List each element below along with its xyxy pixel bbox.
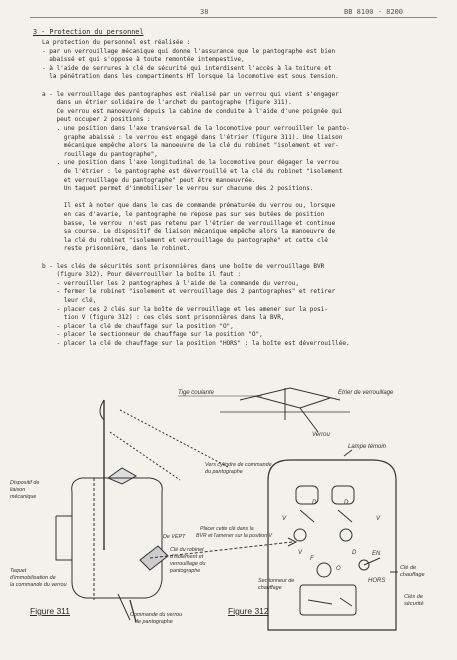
label-commande-2: de pantographe: [135, 619, 173, 625]
label-tige-coulante: Tige coulante: [178, 390, 214, 396]
label-dispositif-2: liaison: [10, 487, 26, 493]
section-title: 3 - Protection du personnel: [33, 28, 144, 36]
body-line: La protection du personnel est réalisée :: [42, 39, 191, 46]
label-sectionneur-2: chauffage: [258, 585, 282, 591]
body-line: - à l'aide de serrures à clé de sécurité qui interdisent l'accès à la toiture et: [42, 64, 332, 72]
body-line: abaissé et qui s'oppose à toute remontée intempestive,: [42, 56, 245, 64]
label-verrou: Verrou: [312, 432, 330, 438]
label-robinet-2: d'isolement et: [170, 554, 204, 560]
body-line: leur clé,: [42, 297, 97, 304]
label-etrier: Etrier de verrouillage: [338, 390, 394, 396]
body-line: la clé du robinet "isolement et verrouillage du pantographe" et cette clé: [42, 236, 328, 244]
body-line: - placer la clé de chauffage sur la position "O",: [42, 322, 234, 330]
label-sectionneur-1: Sectionneur de: [258, 578, 295, 584]
label-dispositif-3: mécanique: [10, 494, 37, 500]
body-line: - placer le sectionneur de chauffage sur la position "O",: [42, 331, 263, 339]
header-rule: [30, 17, 437, 18]
label-f: F: [310, 556, 314, 562]
body-line: basse, le verrou n'est pas retenu par l'étrier de verrouillage et continue: [42, 219, 336, 227]
body-line: la pénétration dans les compartiments HT lorsque la locomotive est sous tension.: [42, 73, 339, 81]
body-line: Ce verrou est manoeuvré depuis la cabine de conduite à l'aide d'une poignée qui: [42, 107, 343, 115]
label-dispositif-1: Dispositif de: [10, 480, 40, 486]
body-line: b - les clés de sécurités sont prisonnières dans une boîte de verrouillage BVR: [42, 262, 325, 270]
label-d-right-b: D: [352, 550, 357, 556]
body-line: Un taquet permet d'immobiliser le verrou sur chacune des 2 positions.: [42, 185, 314, 193]
body-line: mécanique empêche alors la manoeuvre de la clé du robinet "isolement et ver-: [42, 142, 339, 150]
label-robinet-4: pantographe: [170, 568, 201, 574]
label-robinet-1: Clé du robinet: [170, 547, 204, 553]
doc-code: BB 8100 - 8200: [344, 8, 404, 16]
label-d-left: D: [312, 500, 317, 506]
label-taquet-2: d'immobilisation de: [10, 575, 56, 581]
label-en: EN: [372, 551, 381, 557]
body-line: reste prisonnière, dans le robinet.: [42, 245, 191, 253]
page-number: 38: [200, 8, 209, 16]
label-v-left-b: V: [298, 550, 303, 556]
label-cles-securite-2: sécurité: [404, 601, 424, 607]
body-line: de l'étrier : le pantographe est déverrouillé et la clé du robinet "isolement: [42, 168, 343, 175]
body-line: tion V (figure 312) : ces clés sont prisonnières dans la BVR,: [42, 314, 285, 322]
label-cles-securite-1: Clés de: [404, 594, 423, 600]
body-line: (figure 312). Pour déverrouiller la boîte il faut :: [42, 271, 242, 279]
label-cylindre-2: du pantographe: [205, 469, 243, 475]
label-o: O: [336, 566, 341, 572]
body-line: dans un étrier solidaire de l'archet du pantographe (figure 311).: [42, 99, 292, 107]
label-taquet-1: Taquet: [10, 568, 27, 574]
body-line: sa course. Le dispositif de liaison mécanique empêche alors la manoeuvre de: [42, 228, 336, 236]
body-line: - par un verrouillage mécanique qui donne l'assurance que le pantographe est bien: [42, 47, 336, 55]
body-line: - placer ces 2 clés sur la boîte de verrouillage et les amener sur la posi-: [42, 305, 328, 313]
body-line: . une position dans l'axe longitudinal de la locomotive pour dégager le verrou: [42, 159, 339, 167]
label-hors: HORS: [368, 578, 386, 584]
body-line: rouillage du pantographe",: [42, 150, 158, 158]
label-v-left-a: V: [282, 516, 287, 522]
figure-312-caption: Figure 312: [228, 606, 269, 616]
body-line: peut occuper 2 positions :: [42, 116, 151, 124]
label-cle-chauffage-1: Clé de: [400, 565, 417, 571]
label-taquet-3: la commande du verrou: [10, 582, 67, 588]
label-cylindre-1: Vers cylindre de commande: [205, 462, 272, 468]
label-v-right: V: [376, 516, 381, 522]
body-line: a - le verrouillage des pantographes est réalisé par un verrou qui vient s'engager: [42, 90, 339, 98]
body-line: - fermer le robinet "isolement et verrouillage des 2 pantographes" et retirer: [42, 288, 336, 296]
body-line: Il est à noter que dans le cas de commande prématurée du verrou ou, lorsque: [42, 202, 336, 210]
body-line: en cas d'avarie, le pantographe ne repose pas sur ses butées de position: [42, 211, 325, 218]
body-line: - verrouiller les 2 pantographes à l'aide de la commande du verrou,: [42, 279, 299, 287]
label-cle-chauffage-2: chauffage: [400, 572, 425, 578]
label-d-right-a: D: [344, 500, 349, 506]
label-robinet-3: verrouillage du: [170, 561, 206, 567]
label-commande-1: Commande du verrou: [130, 612, 183, 618]
body-line: et verrouillage du pantographe" peut être manoeuvrée.: [42, 176, 256, 184]
label-placer-1: Placer cette clé dans la: [200, 526, 254, 532]
body-line: - placer la clé de chauffage sur la position "HORS" : la boîte est déverrouillée.: [42, 340, 350, 347]
body-line: . une position dans l'axe transversal de la locomotive pour verrouiller le panto-: [42, 125, 350, 132]
figure-311-caption: Figure 311: [30, 606, 71, 616]
label-placer-2: BVR et l'amener sur la position V: [196, 533, 272, 539]
body-line: graphe abaissé : le verrou est engagé dans l'étrier (figure 311). Une liaison: [42, 133, 343, 141]
label-de-vept: De VEPT: [163, 534, 186, 540]
label-lampe: Lampe témoin: [348, 444, 387, 450]
